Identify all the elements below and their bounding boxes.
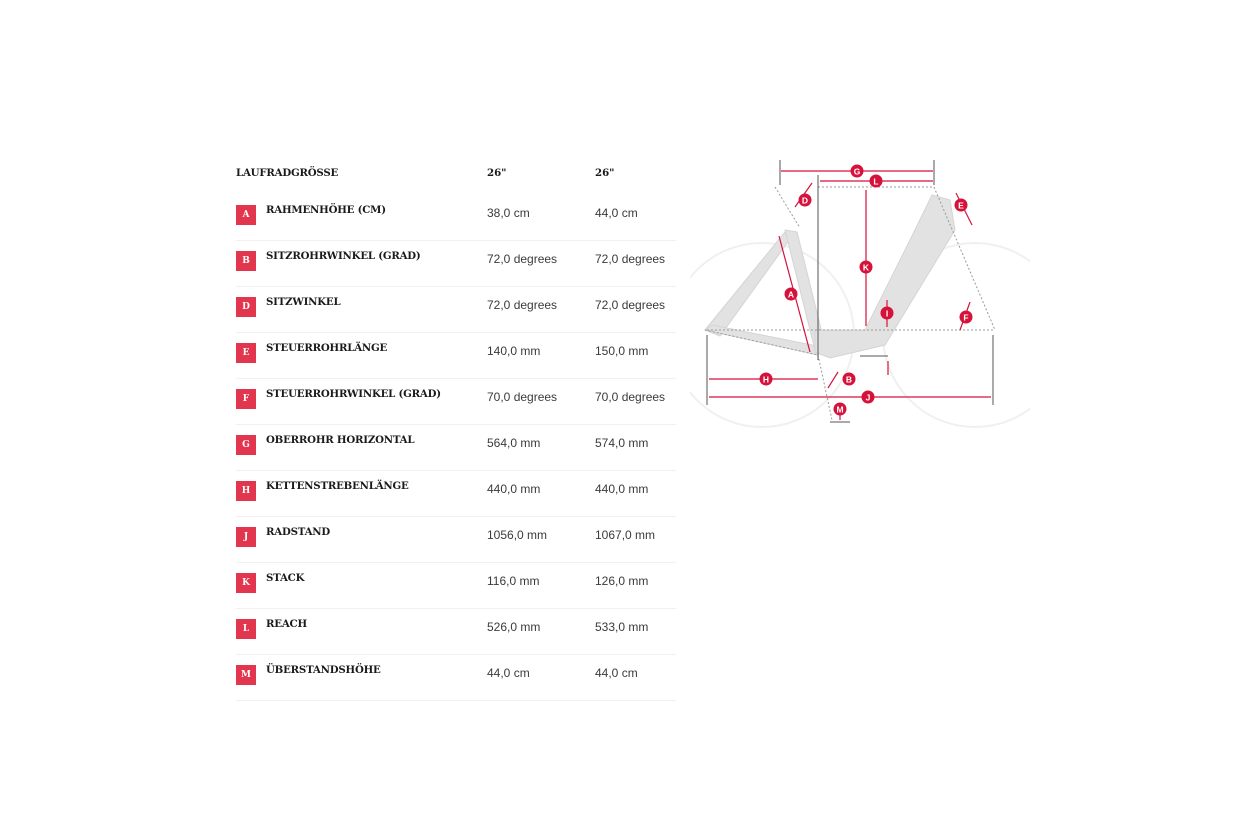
table-header <box>236 150 676 195</box>
table-row <box>236 333 676 379</box>
row-label: OBERROHR HORIZONTAL <box>266 434 415 446</box>
row-label: STACK <box>266 572 305 584</box>
row-value-size-2: 70,0 degrees <box>595 390 666 404</box>
dimension-marker-l <box>870 175 883 188</box>
row-label: STEUERROHRLÄNGE <box>266 342 388 354</box>
row-value-size-1: 440,0 mm <box>487 482 541 496</box>
row-value-size-1: 1056,0 mm <box>487 528 548 542</box>
geometry-table <box>236 150 676 701</box>
marker-label: G <box>853 166 861 177</box>
row-value-size-1: 72,0 degrees <box>487 252 558 266</box>
row-label: REACH <box>266 618 307 630</box>
bike-frame <box>705 195 955 358</box>
row-label: STEUERROHRWINKEL (GRAD) <box>266 388 441 400</box>
row-letter-badge: M <box>236 665 256 685</box>
dimension-marker-k <box>860 261 873 274</box>
row-label: RADSTAND <box>266 526 331 538</box>
dimension-marker-h <box>760 373 773 386</box>
marker-label: A <box>787 289 795 300</box>
dimension-marker-m <box>834 403 847 416</box>
table-row <box>236 379 676 425</box>
dimension-marker-d <box>799 194 812 207</box>
dimension-marker-f <box>960 311 973 324</box>
row-value-size-1: 564,0 mm <box>487 436 541 450</box>
marker-label: J <box>865 392 871 403</box>
row-label: SITZWINKEL <box>266 296 341 308</box>
table-row <box>236 471 676 517</box>
row-value-size-2: 126,0 mm <box>595 574 649 588</box>
row-label: RAHMENHÖHE (CM) <box>266 204 386 216</box>
header-size-1: 26" <box>487 167 507 179</box>
dimension-marker-b <box>843 373 856 386</box>
marker-label: K <box>862 262 870 273</box>
header-label: LAUFRADGRÖSSE <box>236 167 339 179</box>
row-letter-badge: L <box>236 619 256 639</box>
table-row <box>236 609 676 655</box>
marker-label: E <box>958 200 964 211</box>
row-value-size-2: 150,0 mm <box>595 344 649 358</box>
row-label: SITZROHRWINKEL (GRAD) <box>266 250 421 262</box>
marker-label: D <box>801 195 809 206</box>
row-letter-badge: B <box>236 251 256 271</box>
marker-label: H <box>762 374 770 385</box>
row-letter-badge: A <box>236 205 256 225</box>
row-value-size-1: 38,0 cm <box>487 206 530 220</box>
table-row <box>236 241 676 287</box>
row-value-size-2: 44,0 cm <box>595 206 638 220</box>
table-row <box>236 287 676 333</box>
marker-label: B <box>845 374 853 385</box>
dimension-marker-e <box>955 199 968 212</box>
row-value-size-2: 533,0 mm <box>595 620 649 634</box>
row-value-size-1: 526,0 mm <box>487 620 541 634</box>
marker-label: F <box>963 312 969 323</box>
row-letter-badge: H <box>236 481 256 501</box>
dimension-marker-a <box>785 288 798 301</box>
row-value-size-2: 44,0 cm <box>595 666 638 680</box>
bike-geometry-diagram <box>690 155 1030 435</box>
row-value-size-2: 72,0 degrees <box>595 252 666 266</box>
row-label: ÜBERSTANDSHÖHE <box>266 664 381 676</box>
row-value-size-1: 72,0 degrees <box>487 298 558 312</box>
dimension-marker-i <box>881 307 894 320</box>
row-value-size-2: 574,0 mm <box>595 436 649 450</box>
table-row <box>236 563 676 609</box>
row-letter-badge: K <box>236 573 256 593</box>
marker-label: I <box>885 308 889 319</box>
table-row <box>236 655 676 701</box>
row-value-size-1: 140,0 mm <box>487 344 541 358</box>
table-row <box>236 425 676 471</box>
row-letter-badge: E <box>236 343 256 363</box>
marker-label: M <box>836 404 844 415</box>
row-label: KETTENSTREBENLÄNGE <box>266 480 409 492</box>
row-value-size-2: 1067,0 mm <box>595 528 656 542</box>
row-letter-badge: F <box>236 389 256 409</box>
header-size-2: 26" <box>595 167 615 179</box>
row-value-size-2: 72,0 degrees <box>595 298 666 312</box>
table-row <box>236 517 676 563</box>
row-value-size-1: 44,0 cm <box>487 666 530 680</box>
dimension-marker-g <box>851 165 864 178</box>
dimension-marker-j <box>862 391 875 404</box>
row-letter-badge: D <box>236 297 256 317</box>
row-letter-badge: G <box>236 435 256 455</box>
row-value-size-2: 440,0 mm <box>595 482 649 496</box>
row-letter-badge: J <box>236 527 256 547</box>
table-row <box>236 195 676 241</box>
row-value-size-1: 116,0 mm <box>487 574 540 588</box>
row-value-size-1: 70,0 degrees <box>487 390 558 404</box>
marker-label: L <box>873 176 879 187</box>
